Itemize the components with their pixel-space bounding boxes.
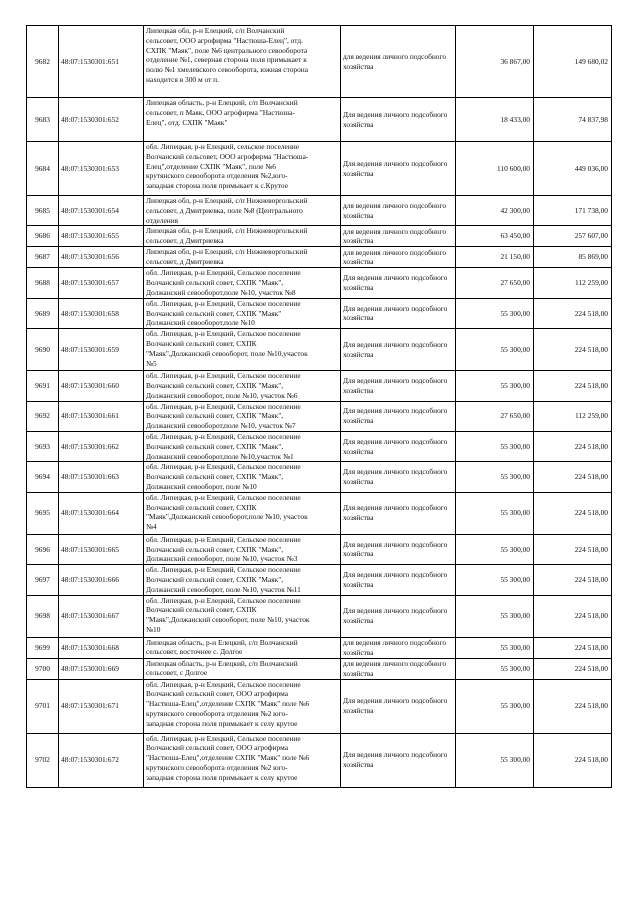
- plot-area: 63 450,00: [456, 226, 534, 247]
- plot-purpose: Для ведения личного подсобного хозяйства: [341, 142, 456, 196]
- row-number: 9697: [27, 565, 59, 595]
- cadastral-number: 48:07:1530301:660: [59, 371, 144, 401]
- row-number: 9701: [27, 679, 59, 733]
- plot-area: 55 300,00: [456, 462, 534, 492]
- cadastral-number: 48:07:1530301:666: [59, 565, 144, 595]
- cadastral-value: 257 607,00: [534, 226, 612, 247]
- plot-area: 55 300,00: [456, 679, 534, 733]
- row-number: 9684: [27, 142, 59, 196]
- plot-purpose: для ведения личного подсобного хозяйства: [341, 658, 456, 679]
- table-row: [27, 492, 612, 534]
- table-row: [27, 595, 612, 637]
- cadastral-value: 85 869,00: [534, 247, 612, 268]
- row-number: 9690: [27, 329, 59, 371]
- cadastral-value: 224 518,00: [534, 565, 612, 595]
- table-row: [27, 298, 612, 328]
- cadastral-value: 224 518,00: [534, 492, 612, 534]
- row-number: 9696: [27, 534, 59, 564]
- table-row: [27, 371, 612, 401]
- row-number: 9685: [27, 196, 59, 226]
- row-number: 9700: [27, 658, 59, 679]
- cadastral-number: 48:07:1530301:662: [59, 431, 144, 461]
- cadastral-value: 224 518,00: [534, 298, 612, 328]
- cadastral-number: 48:07:1530301:664: [59, 492, 144, 534]
- cadastral-number: 48:07:1530301:657: [59, 268, 144, 298]
- table-body: [27, 26, 612, 788]
- row-number: 9689: [27, 298, 59, 328]
- row-number: 9692: [27, 401, 59, 431]
- cadastral-number: 48:07:1530301:667: [59, 595, 144, 637]
- land-plots-table: [26, 25, 612, 788]
- plot-area: 110 600,00: [456, 142, 534, 196]
- cadastral-number: 48:07:1530301:656: [59, 247, 144, 268]
- table-row: [27, 247, 612, 268]
- row-number: 9693: [27, 431, 59, 461]
- table-row: [27, 196, 612, 226]
- row-number: 9686: [27, 226, 59, 247]
- plot-area: 55 300,00: [456, 298, 534, 328]
- table-row: [27, 658, 612, 679]
- cadastral-number: 48:07:1530301:659: [59, 329, 144, 371]
- table-row: [27, 733, 612, 787]
- cadastral-value: 224 518,00: [534, 462, 612, 492]
- cadastral-value: 224 518,00: [534, 534, 612, 564]
- row-number: 9699: [27, 637, 59, 658]
- cadastral-number: 48:07:1530301:655: [59, 226, 144, 247]
- plot-address: обл. Липецкая, р-н Елецкий, Сельское поселение Волчанский сельский совет, СХПК "Маяк" Должанский севооборот,поле №10: [144, 298, 341, 328]
- cadastral-value: 224 518,00: [534, 637, 612, 658]
- cadastral-value: 112 259,00: [534, 401, 612, 431]
- plot-area: 18 433,00: [456, 98, 534, 142]
- row-number: 9702: [27, 733, 59, 787]
- plot-address: обл. Липецкая, р-н Елецкий, Сельское поселение Волчанский сельский совет, СХПК "Маяк", Должанский севооборот,поле №10, участок №8: [144, 268, 341, 298]
- cadastral-number: 48:07:1530301:672: [59, 733, 144, 787]
- plot-address: Липецкая обл, р-н Елецкий, с/п Нижневоргольский сельсовет, д Дмитриевка: [144, 226, 341, 247]
- row-number: 9683: [27, 98, 59, 142]
- plot-purpose: Для ведения личного подсобного хозяйства: [341, 371, 456, 401]
- cadastral-value: 74 837,98: [534, 98, 612, 142]
- table-row: [27, 462, 612, 492]
- plot-area: 55 300,00: [456, 637, 534, 658]
- plot-address: обл. Липецкая, р-н Елецкий, Сельское поселение Волчанский сельский совет, ООО агрофирма "Настюша-Елец",отделение СХПК "Маяк" поле №6 крутянского севооборота отделения №2 юго- западная сторона поля примыкает к селу крутое: [144, 733, 341, 787]
- plot-address: обл. Липецкая, р-н Елецкий, Сельское поселение Волчанский сельский совет, СХПК "Маяк",Должанский севооборот, поле №10, участок №10: [144, 595, 341, 637]
- plot-area: 36 867,00: [456, 26, 534, 98]
- plot-purpose: для ведения личного подсобного хозяйства: [341, 196, 456, 226]
- cadastral-number: 48:07:1530301:669: [59, 658, 144, 679]
- cadastral-value: 224 518,00: [534, 371, 612, 401]
- plot-area: 55 300,00: [456, 565, 534, 595]
- row-number: 9688: [27, 268, 59, 298]
- plot-address: обл. Липецкая, р-н Елецкий, Сельское поселение Волчанский сельский совет, СХПК "Маяк", Должанский севооборот,поле №10, участок №7: [144, 401, 341, 431]
- cadastral-number: 48:07:1530301:651: [59, 26, 144, 98]
- plot-address: Липецкая область, р-н Елецкий, с/п Волчанский сельсовет, восточнее с. Долгое: [144, 637, 341, 658]
- plot-area: 21 150,00: [456, 247, 534, 268]
- plot-address: обл. Липецкая, р-н Елецкий, Сельское поселение Волчанский сельский совет, СХПК "Маяк", Должанский севооборот, поле №10, участок №6: [144, 371, 341, 401]
- plot-address: Липецкая область, р-н Елецкий, с/п Волчанский сельсовет, с Долгое: [144, 658, 341, 679]
- row-number: 9682: [27, 26, 59, 98]
- plot-address: Липецкая обл, р-н Елецкий, с/п Волчанский сельсовет, ООО агрофирма "Настюша-Елец", отд. СХПК "Маяк", поле №6 центрального севооборота отделение №1, северная сторона поля примыкает к полю №1 хмелевского севооборота, южная сторона находится в 300 м от п.: [144, 26, 341, 98]
- plot-area: 55 300,00: [456, 733, 534, 787]
- plot-address: обл. Липецкая, р-н Елецкий, сельское поселение Волчанский сельсовет, ООО агрофирма "Настюша- Елец",отделение СХПК "Маяк", поле №6 крутянского севооборота отделения №2,юго- западная сторона поля примыкает к с.Крутое: [144, 142, 341, 196]
- cadastral-number: 48:07:1530301:668: [59, 637, 144, 658]
- row-number: 9695: [27, 492, 59, 534]
- plot-area: 27 650,00: [456, 401, 534, 431]
- plot-area: 27 650,00: [456, 268, 534, 298]
- plot-purpose: Для ведения личного подсобного хозяйства: [341, 268, 456, 298]
- table-row: [27, 142, 612, 196]
- plot-purpose: Для ведения личного подсобного хозяйства: [341, 98, 456, 142]
- plot-address: обл. Липецкая, р-н Елецкий, Сельское поселение Волчанский сельский совет, СХПК "Маяк", Должанский севооборот, поле №10, участок №11: [144, 565, 341, 595]
- plot-area: 55 300,00: [456, 595, 534, 637]
- cadastral-value: 224 518,00: [534, 595, 612, 637]
- plot-purpose: Для ведения личного подсобного хозяйства: [341, 595, 456, 637]
- plot-address: обл. Липецкая, р-н Елецкий, Сельское поселение Волчанский сельский совет, СХПК "Маяк", Должанский севооборот, поле №10: [144, 462, 341, 492]
- table-row: [27, 26, 612, 98]
- plot-address: обл. Липецкая, р-н Елецкий, Сельское поселение Волчанский сельский совет, СХПК "Маяк",Должанский севооборот,поле №10, участок №4: [144, 492, 341, 534]
- row-number: 9691: [27, 371, 59, 401]
- plot-address: обл. Липецкая, р-н Елецкий, Сельское поселение Волчанский сельский совет, СХПК "Маяк",Должанский севооборот, поле №10,участок №5: [144, 329, 341, 371]
- plot-area: 55 300,00: [456, 371, 534, 401]
- plot-purpose: для ведения личного подсобного хозяйства: [341, 637, 456, 658]
- plot-purpose: для ведения личного подсобного хозяйства: [341, 226, 456, 247]
- plot-address: Липецкая область, р-н Елецкий, с/п Волчанский сельсовет, п Маяк, ООО агрофирма "Настюша- Елец", отд. СХПК "Маяк": [144, 98, 341, 142]
- plot-purpose: Для ведения личного подсобного хозяйства: [341, 329, 456, 371]
- plot-purpose: Для ведения личного подсобного хозяйства: [341, 534, 456, 564]
- plot-purpose: Для ведения личного подсобного хозяйства: [341, 431, 456, 461]
- table-row: [27, 226, 612, 247]
- table-row: [27, 637, 612, 658]
- plot-purpose: Для ведения личного подсобного хозяйства: [341, 492, 456, 534]
- plot-address: обл. Липецкая, р-н Елецкий, Сельское поселение Волчанский сельский совет, СХПК "Маяк", Должанский севооборот,поле №10,участок №1: [144, 431, 341, 461]
- table-row: [27, 565, 612, 595]
- plot-area: 55 300,00: [456, 492, 534, 534]
- plot-purpose: Для ведения личного подсобного хозяйства: [341, 733, 456, 787]
- plot-area: 55 300,00: [456, 658, 534, 679]
- table-row: [27, 268, 612, 298]
- cadastral-number: 48:07:1530301:665: [59, 534, 144, 564]
- plot-area: 55 300,00: [456, 431, 534, 461]
- cadastral-value: 149 680,02: [534, 26, 612, 98]
- plot-address: Липецкая обл, р-н Елецкий, с/п Нижневоргольский сельсовет, д Дмитриевка: [144, 247, 341, 268]
- plot-purpose: Для ведения личного подсобного хозяйства: [341, 679, 456, 733]
- plot-purpose: Для ведения личного подсобного хозяйства: [341, 565, 456, 595]
- plot-address: обл. Липецкая, р-н Елецкий, Сельское поселение Волчанский сельский совет, СХПК "Маяк", Должанский севооборот, поле №10, участок №3: [144, 534, 341, 564]
- plot-area: 55 300,00: [456, 534, 534, 564]
- plot-purpose: для ведения личного подсобного хозяйства: [341, 26, 456, 98]
- cadastral-number: 48:07:1530301:652: [59, 98, 144, 142]
- cadastral-value: 224 518,00: [534, 329, 612, 371]
- cadastral-number: 48:07:1530301:658: [59, 298, 144, 328]
- plot-area: 55 300,00: [456, 329, 534, 371]
- cadastral-value: 449 036,00: [534, 142, 612, 196]
- cadastral-value: 224 518,00: [534, 679, 612, 733]
- plot-purpose: для ведения личного подсобного хозяйства: [341, 247, 456, 268]
- table-row: [27, 329, 612, 371]
- cadastral-number: 48:07:1530301:653: [59, 142, 144, 196]
- plot-address: обл. Липецкая, р-н Елецкий, Сельское поселение Волчанский сельский совет, ООО агрофирма "Настюша-Елец",отделение СХПК "Маяк" поле №6 крутянского севооборота отделения №2 юго- западная сторона поля примыкает к селу крутое: [144, 679, 341, 733]
- cadastral-value: 112 259,00: [534, 268, 612, 298]
- cadastral-number: 48:07:1530301:661: [59, 401, 144, 431]
- cadastral-value: 224 518,00: [534, 733, 612, 787]
- plot-purpose: Для ведения личного подсобного хозяйства: [341, 462, 456, 492]
- plot-purpose: Для ведения личного подсобного хозяйства: [341, 298, 456, 328]
- plot-address: Липецкая обл, р-н Елецкий, с/п Нижневоргольский сельсовет, д Дмитриевка, поле №8 (Центрального отделения: [144, 196, 341, 226]
- row-number: 9694: [27, 462, 59, 492]
- cadastral-number: 48:07:1530301:663: [59, 462, 144, 492]
- plot-area: 42 300,00: [456, 196, 534, 226]
- cadastral-value: 224 518,00: [534, 431, 612, 461]
- table-row: [27, 679, 612, 733]
- table-row: [27, 431, 612, 461]
- table-row: [27, 401, 612, 431]
- row-number: 9698: [27, 595, 59, 637]
- plot-purpose: Для ведения личного подсобного хозяйства: [341, 401, 456, 431]
- cadastral-value: 171 738,00: [534, 196, 612, 226]
- table-row: [27, 98, 612, 142]
- cadastral-number: 48:07:1530301:654: [59, 196, 144, 226]
- table-row: [27, 534, 612, 564]
- cadastral-number: 48:07:1530301:671: [59, 679, 144, 733]
- row-number: 9687: [27, 247, 59, 268]
- cadastral-value: 224 518,00: [534, 658, 612, 679]
